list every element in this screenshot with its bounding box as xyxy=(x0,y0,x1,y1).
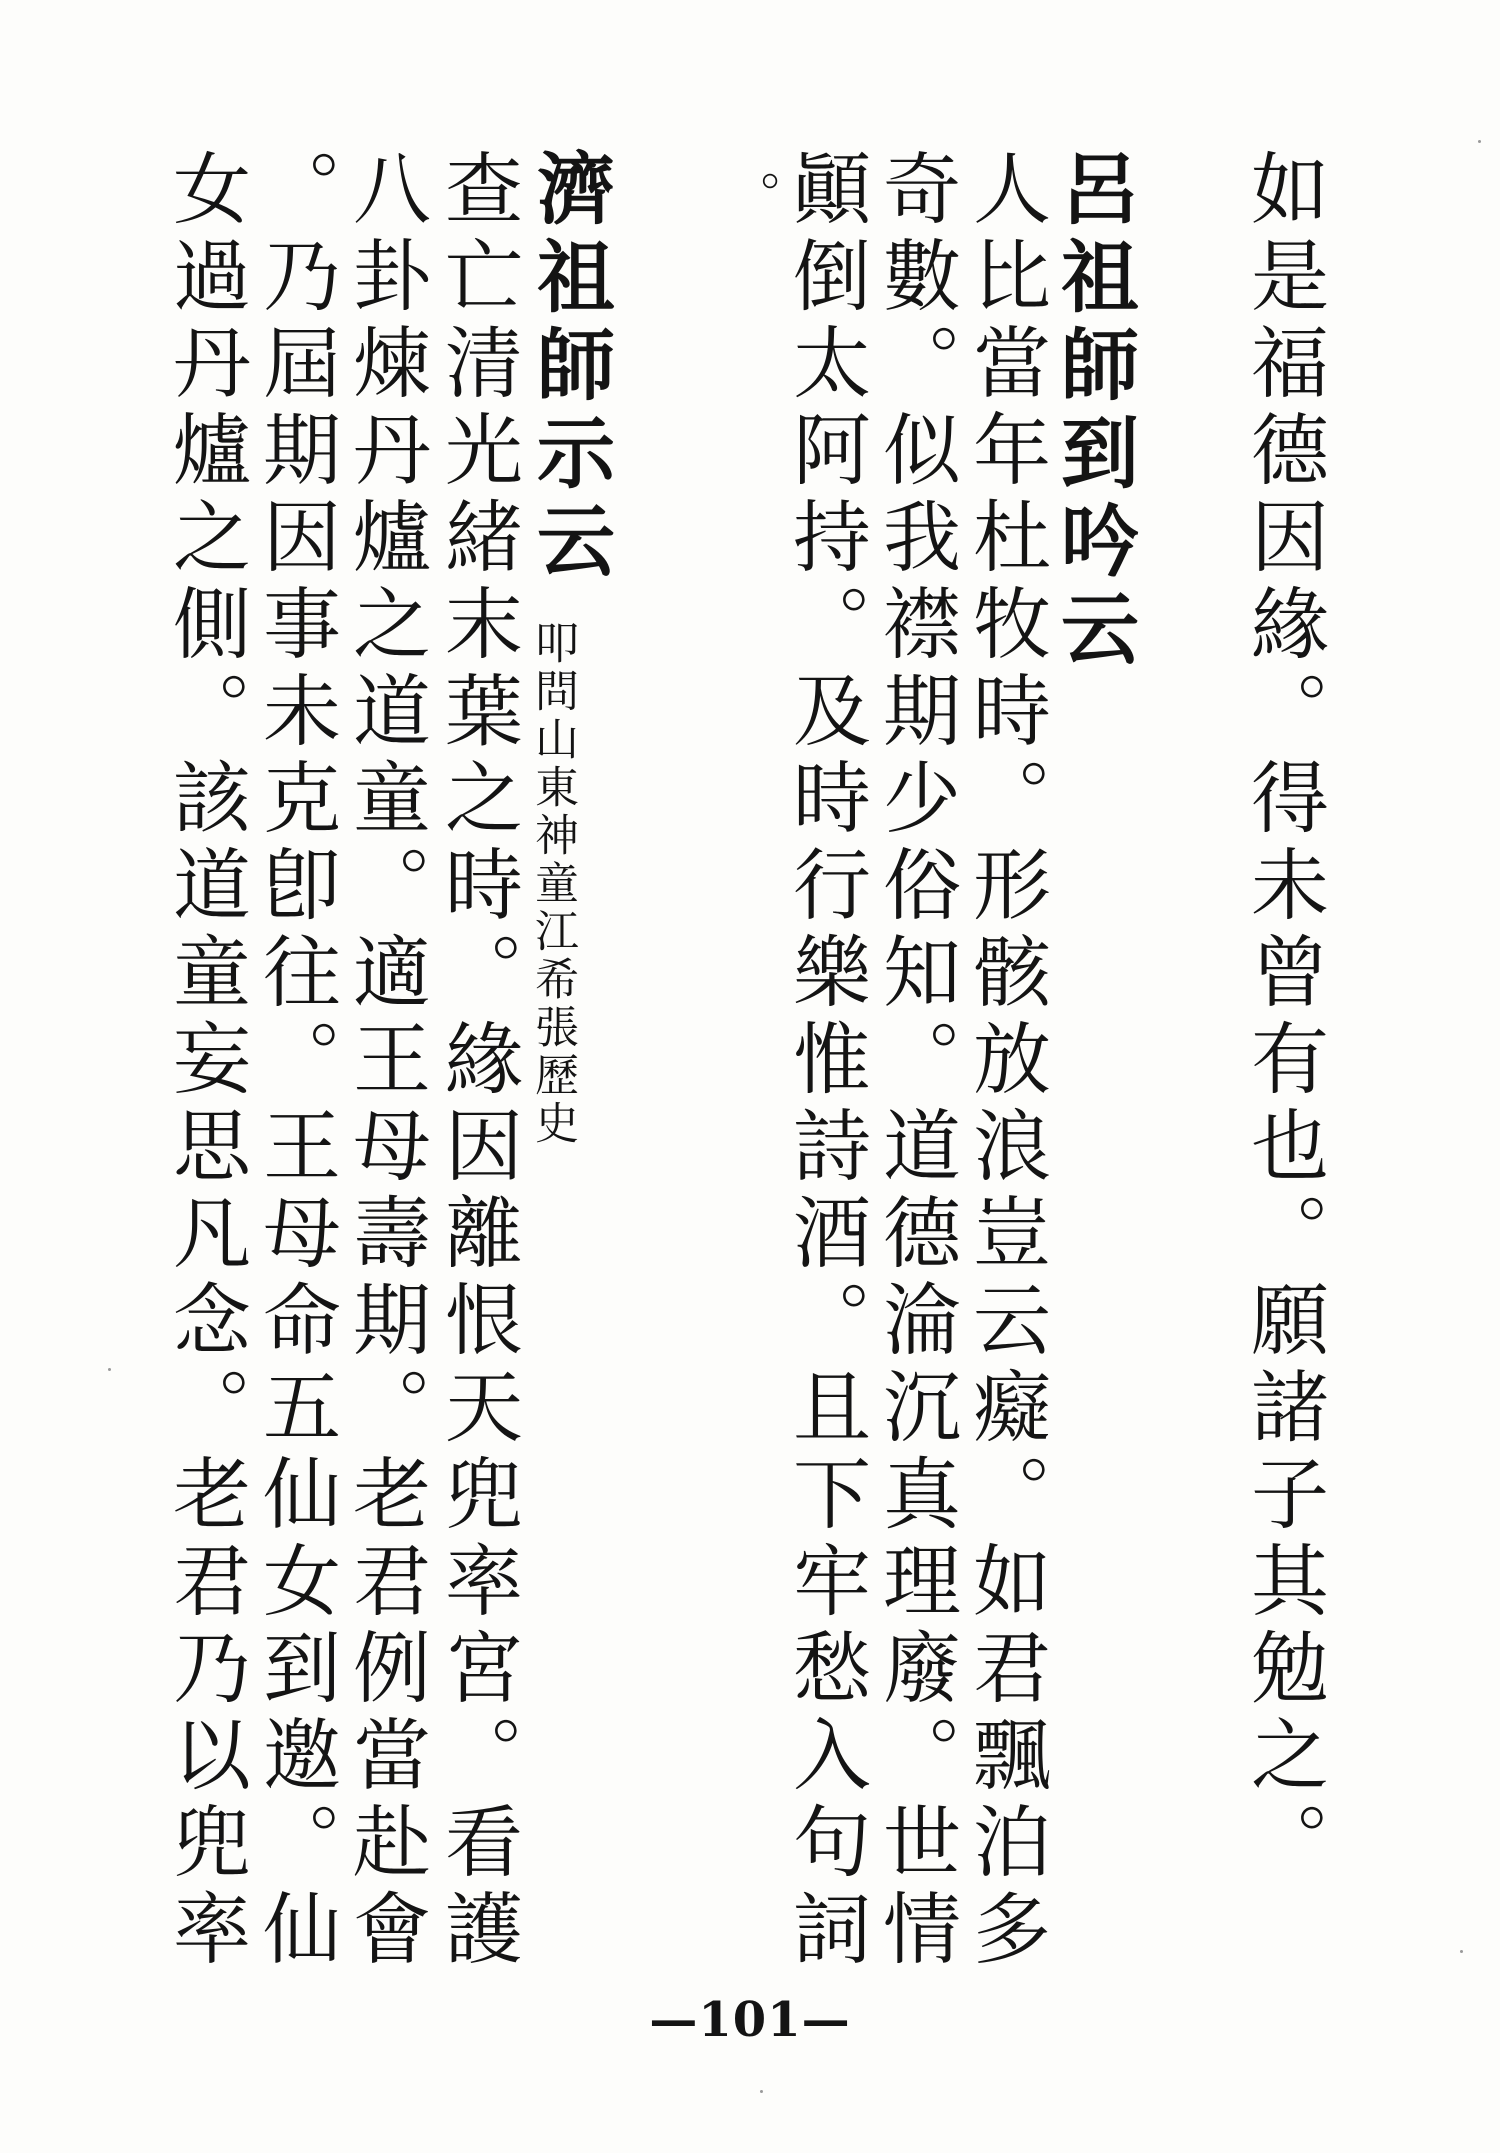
text-column-11: 。乃屆期因事未克卽往。王母命五仙女到邀。仙 xyxy=(250,148,340,1975)
section-heading-ji-zu: 濟祖師示云 xyxy=(524,148,615,588)
text-column-3: 人比當年杜牧時。形骸放浪豈云癡。如君飄泊多 xyxy=(960,148,1050,1975)
text-column-9: 查亡清光緒末葉之時。緣因離恨天兜率宮。看護 xyxy=(432,148,522,1975)
page-number: —101— xyxy=(649,1992,851,2048)
text-column-12: 女過丹爐之側。該道童妄思凡念。老君乃以兜率 xyxy=(160,148,250,1975)
paper-speck xyxy=(760,2090,763,2093)
text-column-10: 八卦煉丹爐之道童。適王母壽期。老君例當赴會 xyxy=(340,148,430,1975)
section-heading-lu-zu: 呂祖師到吟云 xyxy=(1048,148,1139,676)
section-subheading: 叩問山東神童江希張歷史 xyxy=(527,620,578,1148)
paper-speck xyxy=(1460,1950,1463,1953)
paper-speck xyxy=(1478,140,1481,143)
text-column-5: 顚倒太阿持。及時行樂惟詩酒。且下牢愁入句詞 xyxy=(780,148,870,1975)
text-column-4: 奇數。似我襟期少俗知。道德淪沉真理廢。世情 xyxy=(870,148,960,1975)
text-column-1: 如是福德因緣。得未曾有也。願諸子其勉之。 xyxy=(1238,148,1328,1888)
paper-speck xyxy=(108,1368,111,1371)
text-column-6: 。 xyxy=(720,170,780,231)
